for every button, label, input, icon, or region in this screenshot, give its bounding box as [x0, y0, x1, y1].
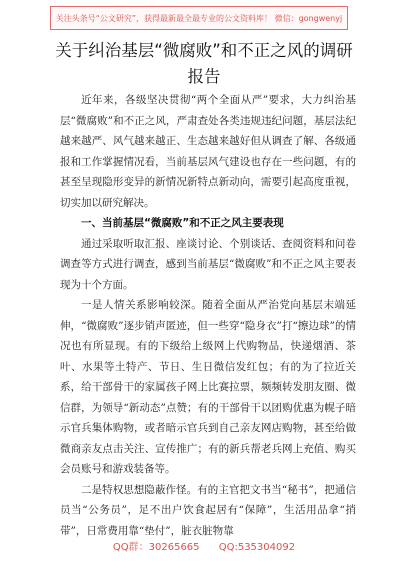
paragraph-method: 通过采取听取汇报、座谈讨论、个别谈话、查阅资料和问卷调查等方式进行调查，感到当前基层“微腐败”和不正之风主要表现为十个方面。	[60, 237, 356, 291]
document-body	[60, 90, 356, 541]
footer-qq: QQ:535304092	[218, 542, 296, 553]
footer-contact	[0, 538, 408, 553]
footer-qq-group: QQ群：30265665	[112, 542, 200, 553]
header-banner: 关注头条号“公文研究”，获得最新最全最专业的公文资料库！ 微信：gongwenyj	[50, 6, 348, 30]
document-title: 关于纠治基层“微腐败”和不正之风的调研报告	[55, 41, 353, 86]
section-heading-1: 一、当前基层“微腐败”和不正之风主要表现	[81, 217, 284, 229]
paragraph-intro: 近年来，各级坚决贯彻“两个全面从严”要求，大力纠治基层“微腐败”和不正之风，严肃查处各类违规违纪问题，基层法纪越来越严、风气越来越正、生态越来越好但从调查了解、各级通报和工作掌握情况看，当前基层风气建设也存在一些问题，有的甚至呈现隐形变异的新情况新特点新动向，需要引起高度重视，切实加以研究解决。	[60, 94, 356, 209]
paragraph-point-1: 一是人情关系影响较深。随着全面从严治党向基层末端延伸，“微腐败”逐步销声匿迹，但一些穿“隐身衣”打“擦边球”的情况也有所显现。有的下级给上级网上代购物品，快递烟酒、茶叶、水果等土特产、节日、生日微信发红包；有的为了拉近关系，给干部骨干的家属孩子网上比赛拉票，频频转发朋友圈、微信群，为领导“新动态”点赞；有的干部骨干以团购优惠为幌子暗示官兵集体购物，或者暗示官兵到自己亲友网店购物，甚至给做微商亲友点击关注、宣传推广；有的新兵帮老兵网上充值、购买会员账号和游戏装备等。	[60, 299, 356, 475]
paragraph-point-2: 二是特权思想隐蔽作怪。有的主官把文书当“秘书”，把通信员当“公务员”，足不出户饮食起居有“保障”，生活用品拿“捎带”，日常费用靠“垫付”，脏衣脏物靠	[60, 483, 356, 537]
